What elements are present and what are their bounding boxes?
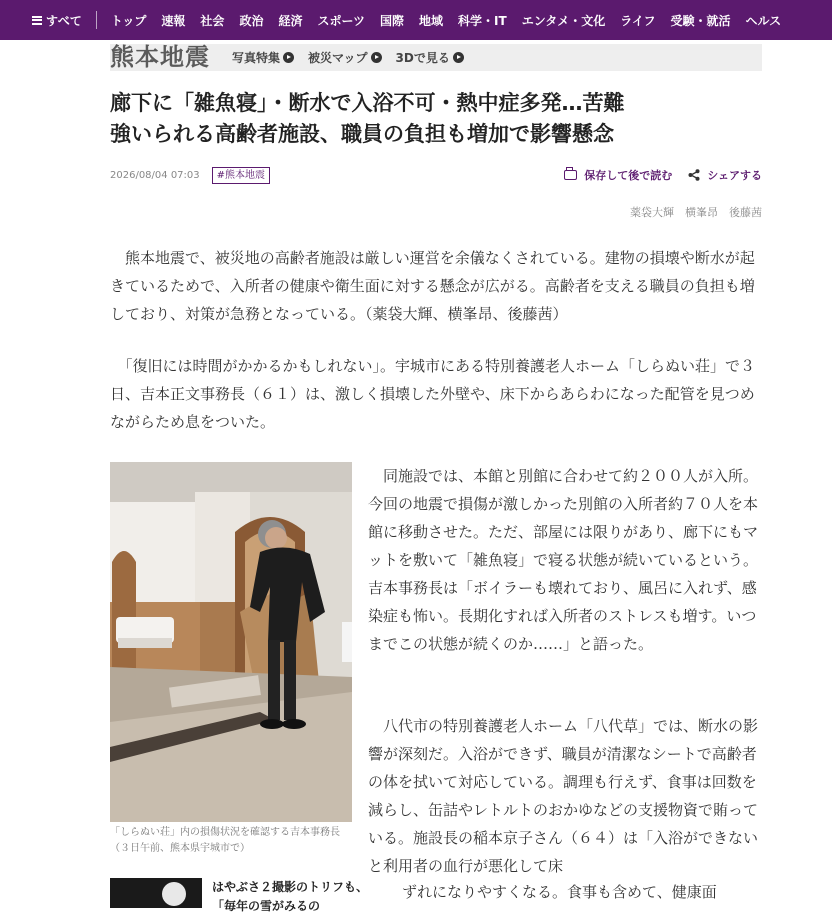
nav-item-entertainment[interactable]: エンタメ・文化 xyxy=(521,13,606,28)
nav-item-breaking[interactable]: 速報 xyxy=(161,13,186,28)
view-3d-link[interactable] xyxy=(396,49,464,66)
headline-line-2: 強いられる高齢者施設、職員の負担も増加で影響懸念 xyxy=(110,122,614,146)
photo-feature-link[interactable] xyxy=(232,49,294,66)
view-3d-label: 3Dで見る xyxy=(395,51,450,65)
nav-item-economy[interactable]: 経済 xyxy=(278,13,303,28)
share-icon xyxy=(688,169,700,181)
article-meta xyxy=(110,165,762,185)
nav-item-top[interactable]: トップ xyxy=(110,13,147,28)
nav-item-science[interactable]: 科学・IT xyxy=(458,13,507,28)
article-paragraph-2: 「復旧には時間がかかるかもしれない」。宇城市にある特別養護老人ホーム「しらぬい荘」で３日、吉本正文事務長（６１）は、激しく損壊した外壁や、床下からあらわになった配管を見つめながらため息をついた。 xyxy=(110,357,756,431)
nav-item-sports[interactable]: スポーツ xyxy=(317,13,365,28)
arrow-right-icon xyxy=(283,52,294,63)
save-for-later-button[interactable] xyxy=(564,167,672,183)
nav-item-politics[interactable]: 政治 xyxy=(239,13,264,28)
nav-item-health[interactable]: ヘルス xyxy=(745,13,782,28)
share-icon-svg xyxy=(688,169,700,181)
damage-map-label: 被災マップ xyxy=(308,51,368,65)
photo-illustration xyxy=(110,462,352,822)
related-article-thumbnail[interactable] xyxy=(110,878,202,908)
photo-feature-label: 写真特集 xyxy=(232,51,281,65)
nav-item-society[interactable]: 社会 xyxy=(200,13,225,28)
article-paragraph-3: 同施設では、本館と別館に合わせて約２００人が入所。今回の地震で損傷が激しかった別館の入所者約７０人を本館に移動させた。ただ、部屋には限りがあり、廊下にもマットを敷いて「雑魚寝」で寝る状態が続いているという。吉本事務長は「ボイラーも壊れており、風呂に入れず、感染症も怖い。長期化すれば入所者のストレスも増す。いつまでこの状態が続くのか……」と語った。 xyxy=(368,467,759,653)
photo-caption: 「しらぬい荘」内の損傷状況を確認する吉本事務長（３日午前、熊本県宇城市で） xyxy=(110,827,340,854)
arrow-right-icon xyxy=(453,52,464,63)
top-navigation xyxy=(0,0,832,40)
save-for-later-label: 保存して後で読む xyxy=(584,169,673,182)
damage-map-link[interactable] xyxy=(308,49,382,66)
nav-item-exam[interactable]: 受験・就活 xyxy=(670,13,731,28)
arrow-right-icon xyxy=(371,52,382,63)
related-article-title[interactable]: はやぶさ２撮影のトリフも、「毎年の雪がみるの xyxy=(212,880,369,913)
nav-item-local[interactable]: 地域 xyxy=(419,13,444,28)
all-menu-label: すべて xyxy=(46,13,82,28)
nav-item-life[interactable]: ライフ xyxy=(620,13,656,28)
headline-line-1: 廊下に「雑魚寝」・断水で入浴不可・熱中症多発…苦難 xyxy=(110,91,625,115)
hamburger-icon xyxy=(32,16,42,25)
share-button[interactable] xyxy=(688,167,762,183)
publish-date: 2026/08/04 07:03 xyxy=(110,169,200,181)
nav-item-world[interactable]: 国際 xyxy=(380,13,405,28)
topic-tag[interactable]: #熊本地震 xyxy=(212,167,270,184)
article-paragraph-4: 八代市の特別養護老人ホーム「八代草」では、断水の影響が深刻だ。入浴ができず、職員が清潔なシートで高齢者の体を拭いて対応している。調理も行えず、食事は回数を減らし、缶詰やレトルトのおかゆなどの支援物資で賄っている。施設長の稲本京子さん（６４）は「入浴ができないと利用者の血行が悪化して床 xyxy=(368,717,759,875)
share-label: シェアする xyxy=(707,169,762,182)
article-paragraph-1: 熊本地震で、被災地の高齢者施設は厳しい運営を余儀なくされている。建物の損壊や断水が起きているためで、入所者の健康や衛生面に対する懸念が広がる。高齢者を支える職員の負担も増しており、対策が急務となっている。（薬袋大輝、横峯昂、後藤茜） xyxy=(110,249,755,323)
article-headline xyxy=(110,88,790,150)
section-header xyxy=(110,44,762,71)
folder-icon xyxy=(564,170,577,180)
article-authors: 薬袋大輝 横峯昂 後藤茜 xyxy=(630,206,762,219)
section-title[interactable]: 熊本地震 xyxy=(110,43,210,71)
article-paragraph-5: ずれになりやすくなる。食事も含めて、健康面 xyxy=(402,883,717,901)
article-photo[interactable] xyxy=(110,462,352,822)
all-menu-button[interactable] xyxy=(32,11,97,29)
